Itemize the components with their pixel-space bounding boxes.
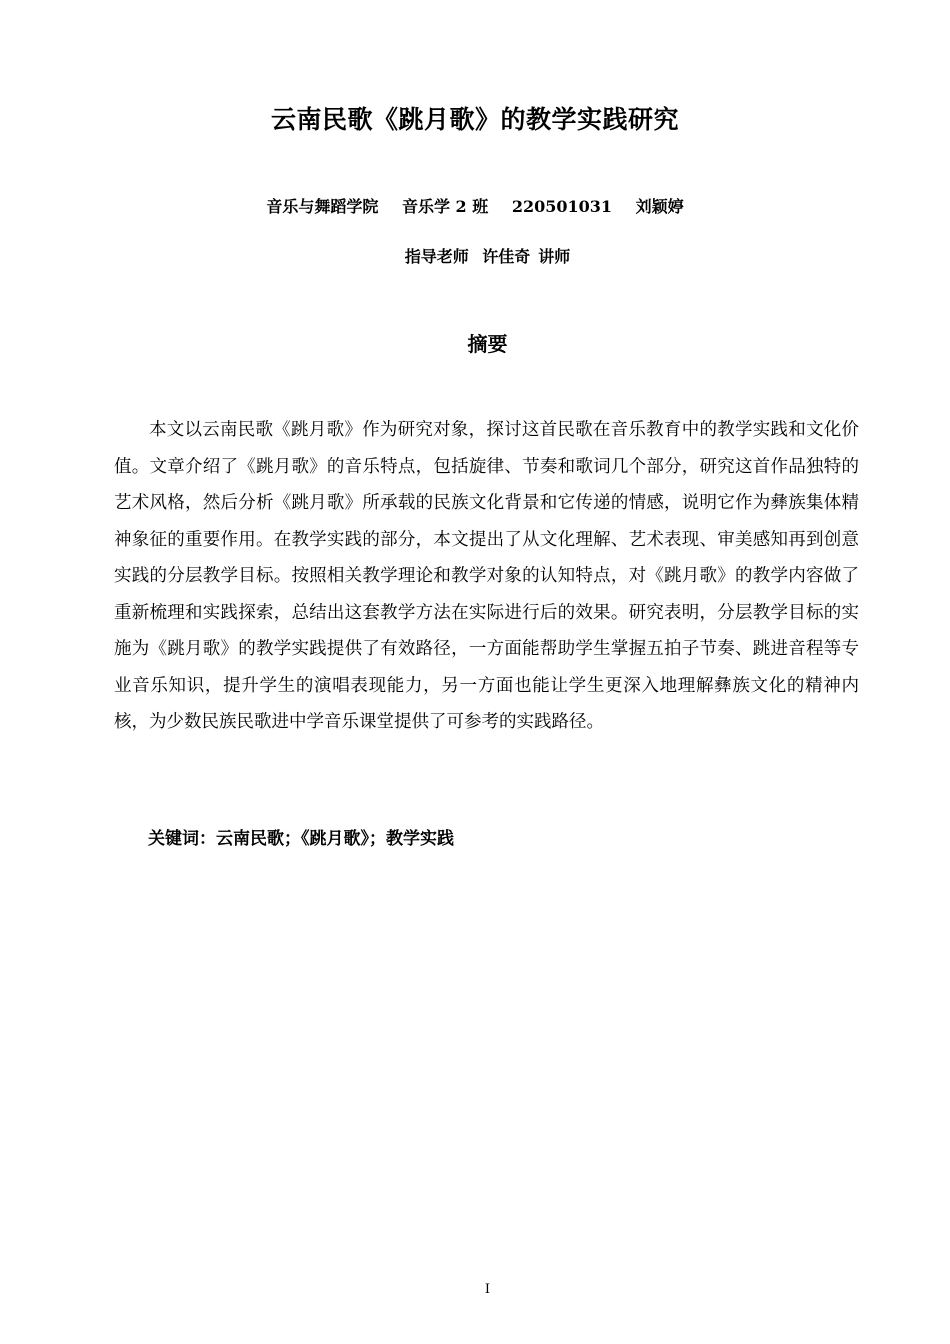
author-student-id: 220501031: [511, 197, 613, 216]
author-class: 音乐学 2 班: [401, 197, 489, 216]
page-number: I: [484, 1282, 491, 1297]
advisor-title: 讲师: [538, 247, 571, 266]
abstract-heading: 摘要: [467, 332, 508, 356]
author-name: 刘颖婷: [635, 197, 684, 216]
advisor-info: [0, 244, 950, 267]
advisor-label: 指导老师: [404, 247, 469, 266]
keywords-line: 关键词：云南民歌；《跳月歌》；教学实践: [148, 829, 454, 849]
abstract-body: 本文以云南民歌《跳月歌》作为研究对象，探讨这首民歌在音乐教育中的教学实践和文化价值。文章介绍了《跳月歌》的音乐特点，包括旋律、节奏和歌词几个部分，研究这首作品独特的艺术风格，然后分析《跳月歌》所承载的民族文化背景和它传递的情感，说明它作为彝族集体精神象征的重要作用。在教学实践的部分，本文提出了从文化理解、艺术表现、审美感知再到创意实践的分层教学目标。按照相关教学理论和教学对象的认知特点，对《跳月歌》的教学内容做了重新梳理和实践探索，总结出这套教学方法在实际进行后的效果。研究表明，分层教学目标的实施为《跳月歌》的教学实践提供了有效路径，一方面能帮助学生掌握五拍子节奏、跳进音程等专业音乐知识，提升学生的演唱表现能力，另一方面也能让学生更深入地理解彝族文化的精神内核，为少数民族民歌进中学音乐课堂提供了可参考的实践路径。: [114, 420, 859, 732]
paper-title: 云南民歌《跳月歌》的教学实践研究: [270, 105, 679, 134]
advisor-name: 许佳奇: [482, 247, 531, 266]
author-college: 音乐与舞蹈学院: [266, 197, 379, 216]
author-info: [0, 194, 950, 217]
